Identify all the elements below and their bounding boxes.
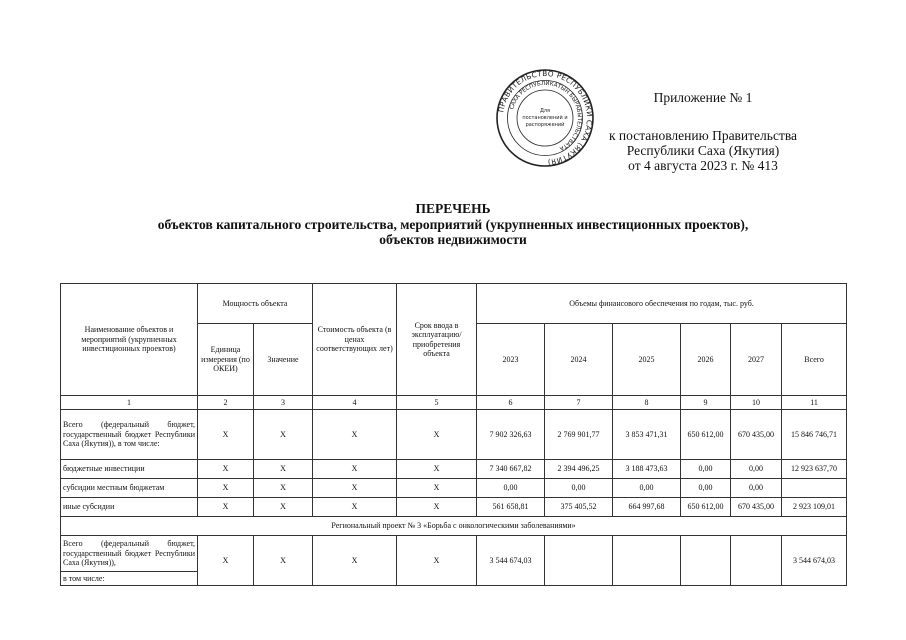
row-2025: 3 853 471,31 [613, 410, 681, 460]
row-2027: 670 435,00 [731, 498, 782, 517]
appendix-block [598, 90, 808, 173]
row-deadline: Х [397, 410, 477, 460]
row-2023: 561 658,81 [477, 498, 545, 517]
row-name: иные субсидии [61, 498, 198, 517]
section-title: Региональный проект № 3 «Борьба с онкологическими заболеваниями» [61, 517, 847, 536]
header-value: Значение [254, 324, 313, 396]
header-unit: Единица измерения (по ОКЕИ) [198, 324, 254, 396]
header-row-1 [61, 284, 847, 324]
header-year-2026: 2026 [681, 324, 731, 396]
col-number: 4 [313, 396, 397, 410]
table-row [61, 460, 847, 479]
row-deadline: Х [397, 460, 477, 479]
header-name: Наименование объектов и мероприятий (укрупненных инвестиционных проектов) [61, 284, 198, 396]
table-row [61, 498, 847, 517]
row-total [782, 479, 847, 498]
title-line-3: объектов недвижимости [379, 232, 527, 247]
row-name-subline: в том числе: [61, 572, 198, 586]
row-2024: 2 769 901,77 [545, 410, 613, 460]
row-2026: 650 612,00 [681, 410, 731, 460]
seal-center-line-2: постановлений и [522, 115, 568, 121]
row-unit: Х [198, 479, 254, 498]
row-2027: 670 435,00 [731, 410, 782, 460]
row-value: Х [254, 498, 313, 517]
header-cost: Стоимость объекта (в ценах соответствующих лет) [313, 284, 397, 396]
table-row [61, 536, 847, 572]
row-value: Х [254, 460, 313, 479]
row-2025: 664 997,68 [613, 498, 681, 517]
row-2026: 0,00 [681, 479, 731, 498]
row-2025: 3 188 473,63 [613, 460, 681, 479]
col-number: 5 [397, 396, 477, 410]
header-year-2024: 2024 [545, 324, 613, 396]
col-number: 3 [254, 396, 313, 410]
col-number: 11 [782, 396, 847, 410]
table-row [61, 479, 847, 498]
col-number: 7 [545, 396, 613, 410]
header-year-2023: 2023 [477, 324, 545, 396]
col-number: 2 [198, 396, 254, 410]
official-seal [495, 68, 595, 168]
header-year-2027: 2027 [731, 324, 782, 396]
appendix-republic: Республики Саха (Якутия) [626, 143, 780, 158]
seal-inner-text: САХА РЕСПУБЛИКАТЫН БЫРАБЫТЕЛЬСТВАТА [509, 80, 583, 152]
row-value: Х [254, 479, 313, 498]
appendix-to-line: к постановлению Правительства [608, 128, 798, 143]
row-unit: Х [198, 410, 254, 460]
appendix-date: от 4 августа 2023 г. № 413 [628, 158, 778, 173]
table-row [61, 410, 847, 460]
row-2025 [613, 536, 681, 586]
col-number: 8 [613, 396, 681, 410]
row-2024: 0,00 [545, 479, 613, 498]
objects-table [60, 283, 847, 586]
row-2026 [681, 536, 731, 586]
col-number: 6 [477, 396, 545, 410]
row-unit: Х [198, 536, 254, 586]
row-deadline: Х [397, 536, 477, 586]
row-total: 3 544 674,03 [782, 536, 847, 586]
document-title [60, 201, 846, 248]
row-cost: Х [313, 536, 397, 586]
row-total: 15 846 746,71 [782, 410, 847, 460]
appendix-title: Приложение № 1 [653, 90, 753, 105]
row-name: бюджетные инвестиции [61, 460, 198, 479]
seal-center-line-3: распоряжений [525, 122, 565, 128]
row-2026: 0,00 [681, 460, 731, 479]
seal-center-line-1: Для [539, 108, 551, 114]
row-unit: Х [198, 498, 254, 517]
row-value: Х [254, 536, 313, 586]
row-deadline: Х [397, 479, 477, 498]
row-2023: 7 902 326,63 [477, 410, 545, 460]
row-2024: 2 394 496,25 [545, 460, 613, 479]
row-cost: Х [313, 498, 397, 517]
header-year-total: Всего [782, 324, 847, 396]
title-line-2: объектов капитального строительства, мероприятий (укрупненных инвестиционных проектов), [157, 216, 749, 232]
col-number: 1 [61, 396, 198, 410]
row-total: 2 923 109,01 [782, 498, 847, 517]
row-cost: Х [313, 460, 397, 479]
row-2024 [545, 536, 613, 586]
row-2023: 7 340 667,82 [477, 460, 545, 479]
row-2023: 0,00 [477, 479, 545, 498]
row-2027 [731, 536, 782, 586]
row-name: субсидии местным бюджетам [61, 479, 198, 498]
header-year-2025: 2025 [613, 324, 681, 396]
header-deadline: Срок ввода в эксплуатацию/ приобретения объекта [397, 284, 477, 396]
seal-outer-text: ПРАВИТЕЛЬСТВО РЕСПУБЛИКИ САХА (ЯКУТИЯ) [496, 68, 595, 167]
column-numbers-row [61, 396, 847, 410]
row-deadline: Х [397, 498, 477, 517]
row-2025: 0,00 [613, 479, 681, 498]
row-total: 12 923 637,70 [782, 460, 847, 479]
header-funding: Объемы финансового обеспечения по годам, тыс. руб. [477, 284, 847, 324]
row-cost: Х [313, 410, 397, 460]
title-line-1: ПЕРЕЧЕНЬ [415, 201, 491, 216]
col-number: 10 [731, 396, 782, 410]
row-2027: 0,00 [731, 460, 782, 479]
section-title-row [61, 517, 847, 536]
col-number: 9 [681, 396, 731, 410]
header-capacity: Мощность объекта [198, 284, 313, 324]
row-2027: 0,00 [731, 479, 782, 498]
row-name: Всего (федеральный бюджет, государственный бюджет Республики Саха (Якутия)), [61, 536, 198, 572]
row-2026: 650 612,00 [681, 498, 731, 517]
row-cost: Х [313, 479, 397, 498]
row-value: Х [254, 410, 313, 460]
row-2024: 375 405,52 [545, 498, 613, 517]
row-unit: Х [198, 460, 254, 479]
row-name: Всего (федеральный бюджет, государственный бюджет Республики Саха (Якутия)), в том числе: [61, 410, 198, 460]
row-2023: 3 544 674,03 [477, 536, 545, 586]
